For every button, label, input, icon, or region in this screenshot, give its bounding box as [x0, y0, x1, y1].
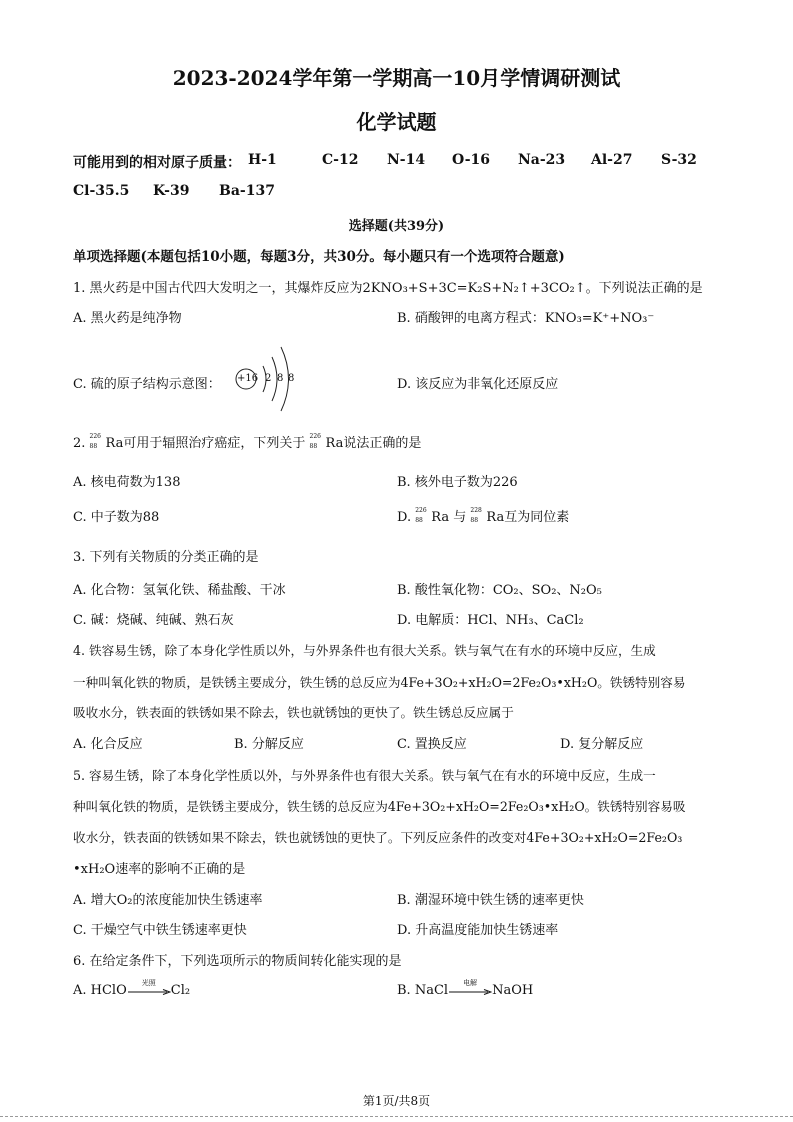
- page-title: 2023-2024学年第一学期高一10月学情调研测试: [172, 66, 621, 90]
- atomic-mass-cl: Cl-35.5: [73, 183, 130, 199]
- footer-divider: [0, 1116, 793, 1117]
- atomic-mass-na: Na-23: [518, 152, 566, 168]
- shell-electrons-2: 8: [277, 373, 284, 384]
- question-6-option-b: [397, 978, 534, 998]
- question-4-line-2: 一种叫氧化铁的物质，是铁锈主要成分，铁生锈的总反应为4Fe+3O₂+xH₂O=2Fe₂O₃•xH₂O。铁锈特别容易: [73, 675, 686, 690]
- isotope-atomic-number: 88: [470, 516, 479, 524]
- question-2-option-a: A. 核电荷数为138: [73, 475, 181, 490]
- reaction-condition: 电解: [463, 978, 478, 987]
- question-4-option-d: D. 复分解反应: [560, 737, 644, 752]
- atomic-mass-o: O-16: [452, 152, 491, 168]
- isotope-mass: 226: [415, 506, 427, 514]
- question-4-option-a: A. 化合反应: [73, 737, 143, 752]
- product: Cl₂: [170, 983, 191, 998]
- shell-electrons-1: 2: [265, 373, 272, 384]
- reactant: B. NaCl: [397, 983, 449, 998]
- question-1-option-c: C. 硫的原子结构示意图：: [73, 377, 221, 392]
- question-5-line-2: 种叫氧化铁的物质，是铁锈主要成分，铁生锈的总反应为4Fe+3O₂+xH₂O=2Fe₂O₃•xH₂O。铁锈特别容易吸: [73, 799, 686, 814]
- atomic-mass-label: 可能用到的相对原子质量：: [73, 155, 241, 171]
- question-3-option-b: B. 酸性氧化物：CO₂、SO₂、N₂O₅: [397, 583, 602, 598]
- question-3-option-d: D. 电解质：HCl、NH₃、CaCl₂: [397, 613, 584, 628]
- question-1-option-d: D. 该反应为非氧化还原反应: [397, 377, 559, 392]
- atomic-mass-ba: Ba-137: [219, 183, 275, 199]
- question-2-stem-end: 说法正确的是: [343, 436, 422, 451]
- question-5-line-1: 5. 容易生锈，除了本身化学性质以外，与外界条件也有很大关系。铁与氧气在有水的环境中反应，生成一: [73, 768, 656, 783]
- option-d-label: D.: [397, 510, 412, 525]
- question-1-option-b-formula: KNO₃=K⁺+NO₃⁻: [544, 311, 655, 326]
- page-subtitle: 化学试题: [356, 110, 437, 134]
- atomic-mass-s: S-32: [661, 152, 697, 168]
- shell-electrons-3: 8: [288, 373, 295, 384]
- question-2-option-d: [397, 506, 569, 525]
- question-1-option-b: [397, 307, 654, 326]
- isotope-ra-226-b: [309, 432, 326, 451]
- reaction-arrow: [127, 978, 171, 998]
- option-d-connector: 与: [453, 510, 467, 525]
- isotope-ra-226-a: [89, 432, 106, 451]
- atomic-mass-c: C-12: [322, 152, 359, 168]
- arrow-icon: [448, 989, 492, 995]
- isotope-mass: 226: [309, 432, 321, 440]
- question-2-option-b: B. 核外电子数为226: [397, 475, 518, 490]
- section-title: 选择题(共39分): [348, 219, 445, 234]
- element-symbol: Ra: [105, 436, 124, 451]
- atomic-mass-n: N-14: [387, 152, 426, 168]
- question-6-stem: 6. 在给定条件下，下列选项所示的物质间转化能实现的是: [73, 954, 402, 969]
- nucleus-charge: +16: [237, 373, 259, 384]
- atomic-mass-h: H-1: [248, 152, 277, 168]
- isotope-atomic-number: 88: [89, 442, 98, 450]
- option-d-text: 互为同位素: [504, 510, 570, 525]
- question-4-line-1: 4. 铁容易生锈，除了本身化学性质以外，与外界条件也有很大关系。铁与氧气在有水的环境中反应，生成: [73, 643, 656, 658]
- question-3-option-c: C. 碱：烧碱、纯碱、熟石灰: [73, 613, 234, 628]
- question-1-equation: 2KNO₃+S+3C=K₂S+N₂↑+3CO₂↑: [362, 281, 586, 296]
- sulfur-atom-diagram: [232, 344, 302, 414]
- element-symbol: Ra: [325, 436, 344, 451]
- element-symbol: Ra: [431, 510, 450, 525]
- question-5-option-b: B. 潮湿环境中铁生锈的速率更快: [397, 893, 584, 908]
- question-2-stem: [73, 432, 421, 451]
- question-3-option-a: A. 化合物：氢氧化铁、稀盐酸、干冰: [73, 583, 286, 598]
- question-2-number: 2.: [73, 436, 86, 451]
- question-4-option-b: B. 分解反应: [234, 737, 304, 752]
- question-4-option-c: C. 置换反应: [397, 737, 467, 752]
- section-instruction: 单项选择题(本题包括10小题，每题3分，共30分。每小题只有一个选项符合题意): [73, 249, 565, 265]
- question-2-stem-text: 可用于辐照治疗癌症，下列关于: [123, 436, 306, 451]
- question-1-stem-end: 。下列说法正确的是: [585, 281, 703, 296]
- isotope-atomic-number: 88: [309, 442, 318, 450]
- reaction-condition: 光照: [141, 978, 156, 987]
- question-5-option-c: C. 干燥空气中铁生锈速率更快: [73, 923, 247, 938]
- question-5-option-d: D. 升高温度能加快生锈速率: [397, 923, 559, 938]
- element-symbol: Ra: [486, 510, 505, 525]
- page-number: 第1页/共8页: [362, 1094, 431, 1108]
- question-1-option-a: A. 黑火药是纯净物: [73, 311, 182, 326]
- question-3-stem: 3. 下列有关物质的分类正确的是: [73, 550, 259, 565]
- question-5-line-3: 收水分，铁表面的铁锈如果不除去，铁也就锈蚀的更快了。下列反应条件的改变对4Fe+3O₂+xH₂O=2Fe₂O₃: [73, 830, 683, 845]
- question-1-stem: [73, 277, 703, 296]
- question-1-option-b-text: B. 硝酸钾的电离方程式：: [397, 311, 545, 326]
- isotope-atomic-number: 88: [415, 516, 423, 524]
- arrow-icon: [127, 989, 171, 995]
- isotope-mass: 228: [470, 506, 482, 514]
- question-5-option-a: A. 增大O₂的浓度能加快生锈速率: [73, 893, 263, 908]
- atomic-mass-al: Al-27: [591, 152, 633, 168]
- reaction-arrow: [448, 978, 492, 998]
- atomic-mass-k: K-39: [153, 183, 190, 199]
- isotope-mass: 226: [89, 432, 101, 440]
- question-5-line-4: •xH₂O速率的影响不正确的是: [73, 862, 246, 877]
- question-6-option-a: [73, 978, 191, 998]
- isotope-ra-228: [470, 506, 486, 525]
- reactant: A. HClO: [73, 983, 127, 998]
- question-4-line-3: 吸收水分，铁表面的铁锈如果不除去，铁也就锈蚀的更快了。铁生锈总反应属于: [73, 705, 514, 720]
- question-1-stem-text: 1. 黑火药是中国古代四大发明之一，其爆炸反应为: [73, 281, 363, 296]
- product: NaOH: [492, 983, 534, 998]
- question-2-option-c: C. 中子数为88: [73, 510, 160, 525]
- isotope-ra-226-c: [415, 506, 431, 525]
